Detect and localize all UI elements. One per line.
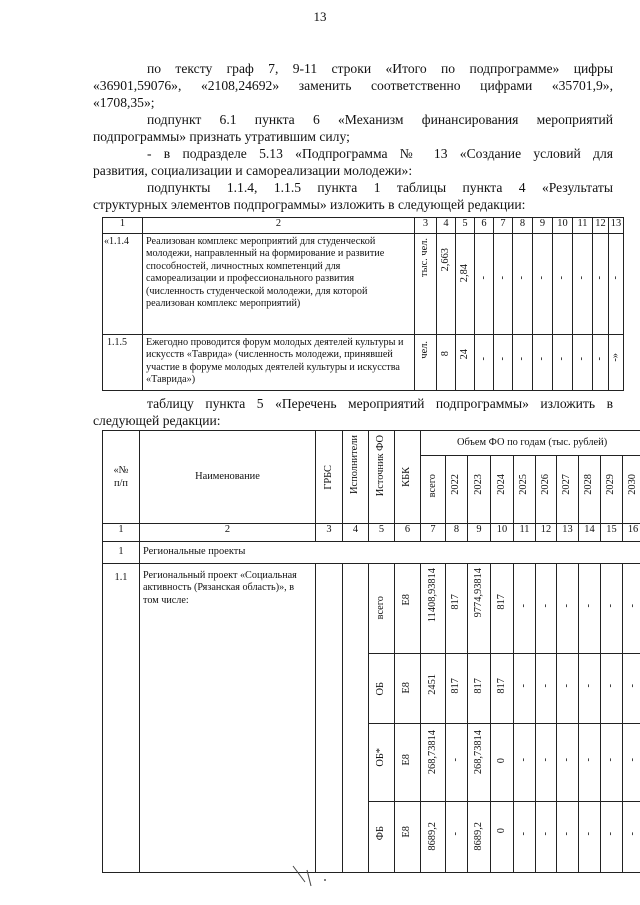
value-cell: 2451 bbox=[426, 674, 438, 695]
paragraph-line: подпрограммы» признать утратившим силу; bbox=[93, 129, 350, 144]
row-text: Региональные проекты bbox=[140, 542, 640, 564]
row-number: 1.1 bbox=[103, 564, 140, 873]
value-cell: - bbox=[594, 276, 606, 280]
value-cell: - bbox=[496, 276, 508, 280]
kbk-cell: Е8 bbox=[401, 826, 413, 838]
col-header: 4 bbox=[437, 218, 456, 234]
table-row bbox=[103, 564, 640, 654]
value-cell: - bbox=[605, 604, 617, 608]
col-number: 2 bbox=[140, 524, 316, 542]
row-number: «1.1.4 bbox=[103, 234, 143, 335]
value-cell: - bbox=[450, 758, 462, 762]
header-name: Наименование bbox=[140, 431, 316, 524]
col-number: 3 bbox=[316, 524, 343, 542]
col-header: 10 bbox=[553, 218, 573, 234]
col-number: 4 bbox=[343, 524, 369, 542]
value-cell: - bbox=[583, 604, 595, 608]
value-cell: 268,73814 bbox=[472, 730, 484, 775]
header-kbk: КБК bbox=[401, 467, 413, 487]
value-cell: - bbox=[518, 832, 530, 836]
value-cell: - bbox=[539, 604, 551, 608]
table-row bbox=[103, 542, 640, 564]
value-cell: - bbox=[576, 276, 588, 280]
value-cell: - bbox=[539, 832, 551, 836]
value-cell: - bbox=[605, 758, 617, 762]
year-header: 2028 bbox=[583, 474, 595, 495]
col-header: 11 bbox=[573, 218, 593, 234]
row-text: Региональный проект «Социальная активность (Рязанская область)», в том числе: bbox=[140, 564, 316, 873]
value-cell: 8 bbox=[439, 351, 451, 357]
value-cell: - bbox=[556, 276, 568, 280]
value-cell: - bbox=[496, 357, 508, 361]
value-cell: - bbox=[518, 758, 530, 762]
paragraph-line: таблицу пункта 5 «Перечень мероприятий подпрограммы» изложить в bbox=[147, 396, 613, 411]
value-cell: - bbox=[626, 832, 638, 836]
paragraph-line: по тексту граф 7, 9-11 строки «Итого по подпрограмме» цифры bbox=[147, 61, 613, 76]
header-source: Источник ФО bbox=[375, 435, 387, 497]
year-header: 2025 bbox=[518, 474, 530, 495]
value-cell: 0 bbox=[495, 828, 507, 834]
row-text: Ежегодно проводится форум молодых деятелей культуры и искусств «Таврида» (численность молодежи, принявшей участие в форуме молодых деятелей культуры и искусства «Таврида») bbox=[143, 335, 415, 391]
table-row bbox=[103, 335, 624, 391]
year-header: 2026 bbox=[539, 474, 551, 495]
col-number: 10 bbox=[491, 524, 514, 542]
col-number: 5 bbox=[369, 524, 395, 542]
col-header: 13 bbox=[609, 218, 624, 234]
unit-label: тыс. чел. bbox=[419, 238, 431, 277]
value-cell: - bbox=[626, 684, 638, 688]
value-cell: - bbox=[583, 684, 595, 688]
col-header: 5 bbox=[456, 218, 475, 234]
header-number: «№ п/п bbox=[113, 465, 129, 489]
value-cell: 2,84 bbox=[458, 264, 470, 283]
value-cell: 8689,2 bbox=[472, 822, 484, 851]
header-grbs: ГРБС bbox=[322, 464, 334, 490]
year-header: всего bbox=[426, 474, 438, 498]
value-cell: - bbox=[626, 604, 638, 608]
col-number: 7 bbox=[421, 524, 446, 542]
row-number: 1 bbox=[103, 542, 140, 564]
table-row bbox=[103, 234, 624, 335]
paragraph-line: структурных элементов подпрограммы» изложить в следующей редакции: bbox=[93, 197, 526, 212]
value-cell: - bbox=[561, 604, 573, 608]
measures-table bbox=[102, 430, 640, 873]
source-cell: ОБ* bbox=[375, 748, 387, 767]
row-text: Реализован комплекс мероприятий для студенческой молодежи, направленный на формирование и развитие способностей, личностных компетенций для самореализации и профессионального развития (численность студенческой молодежи, для которой реализован комплекс мероприятий) bbox=[143, 234, 415, 335]
col-header: 9 bbox=[533, 218, 553, 234]
col-number: 1 bbox=[103, 524, 140, 542]
col-number: 14 bbox=[579, 524, 601, 542]
col-header: 12 bbox=[593, 218, 609, 234]
col-number: 8 bbox=[446, 524, 468, 542]
value-cell: - bbox=[583, 832, 595, 836]
value-cell: 8689,2 bbox=[426, 822, 438, 851]
value-cell: - bbox=[518, 684, 530, 688]
value-cell: 9774,93814 bbox=[472, 568, 484, 618]
value-cell: - bbox=[477, 276, 489, 280]
value-cell: - bbox=[450, 832, 462, 836]
row-number: 1.1.5 bbox=[103, 335, 143, 391]
header-executors: Исполнители bbox=[349, 435, 361, 494]
value-cell: 24 bbox=[458, 349, 470, 360]
col-header: 7 bbox=[494, 218, 513, 234]
col-header: 8 bbox=[513, 218, 533, 234]
value-cell: 2,663 bbox=[439, 248, 451, 272]
col-number: 12 bbox=[536, 524, 557, 542]
results-table bbox=[102, 217, 624, 391]
value-cell: - bbox=[556, 357, 568, 361]
col-header: 3 bbox=[415, 218, 437, 234]
value-cell: 817 bbox=[472, 678, 484, 694]
col-header: 6 bbox=[475, 218, 494, 234]
col-number: 6 bbox=[395, 524, 421, 542]
col-header: 2 bbox=[143, 218, 415, 234]
value-cell: 817 bbox=[495, 594, 507, 610]
value-cell: - bbox=[561, 684, 573, 688]
source-cell: ОБ bbox=[375, 682, 387, 696]
paragraph-line: развития, социализации и самореализации молодежи»: bbox=[93, 163, 413, 178]
paragraph-line: подпункт 6.1 пункта 6 «Механизм финансирования мероприятий bbox=[147, 112, 613, 127]
value-cell: 0 bbox=[495, 758, 507, 764]
kbk-cell: Е8 bbox=[401, 754, 413, 766]
value-cell: -» bbox=[609, 353, 621, 362]
value-cell: - bbox=[518, 604, 530, 608]
year-header: 2027 bbox=[561, 474, 573, 495]
year-header: 2029 bbox=[605, 474, 617, 495]
paragraph-line: следующей редакции: bbox=[93, 413, 221, 428]
source-cell: ФБ bbox=[375, 826, 387, 841]
value-cell: - bbox=[605, 684, 617, 688]
value-cell: - bbox=[561, 758, 573, 762]
col-number: 11 bbox=[514, 524, 536, 542]
value-cell: - bbox=[561, 832, 573, 836]
value-cell: 268,73814 bbox=[426, 730, 438, 775]
col-header: 1 bbox=[103, 218, 143, 234]
unit-label: чел. bbox=[419, 341, 431, 359]
paragraph-line: - в подразделе 5.13 «Подпрограмма № 13 «Создание условий для bbox=[147, 146, 613, 161]
value-cell: 817 bbox=[450, 678, 462, 694]
value-cell: - bbox=[539, 684, 551, 688]
value-cell: - bbox=[536, 276, 548, 280]
col-number: 16 bbox=[623, 524, 640, 542]
header-group: Объем ФО по годам (тыс. рублей) bbox=[421, 431, 640, 456]
year-header: 2023 bbox=[472, 474, 484, 495]
kbk-cell: Е8 bbox=[401, 594, 413, 606]
value-cell: - bbox=[605, 832, 617, 836]
value-cell: - bbox=[477, 357, 489, 361]
source-cell: всего bbox=[375, 596, 387, 620]
year-header: 2024 bbox=[495, 474, 507, 495]
year-header: 2022 bbox=[450, 474, 462, 495]
value-cell: 817 bbox=[450, 594, 462, 610]
paragraph-line: «36901,59076», «2108,24692» заменить соответственно цифрами «35701,9», bbox=[93, 78, 613, 93]
col-number: 15 bbox=[601, 524, 623, 542]
value-cell: - bbox=[626, 758, 638, 762]
value-cell: - bbox=[583, 758, 595, 762]
value-cell: - bbox=[539, 758, 551, 762]
kbk-cell: Е8 bbox=[401, 682, 413, 694]
value-cell: - bbox=[609, 276, 621, 280]
year-header: 2030 bbox=[626, 474, 638, 495]
value-cell: 817 bbox=[495, 678, 507, 694]
value-cell: - bbox=[576, 357, 588, 361]
col-number: 9 bbox=[468, 524, 491, 542]
paragraph-line: «1708,35»; bbox=[93, 95, 155, 110]
value-cell: - bbox=[516, 276, 528, 280]
col-number: 13 bbox=[557, 524, 579, 542]
page-number: 13 bbox=[313, 9, 327, 24]
value-cell: - bbox=[536, 357, 548, 361]
paragraph-line: подпункты 1.1.4, 1.1.5 пункта 1 таблицы пункта 4 «Результаты bbox=[147, 180, 613, 195]
scan-mark bbox=[285, 860, 345, 890]
column-number-row bbox=[103, 524, 640, 542]
value-cell: - bbox=[516, 357, 528, 361]
value-cell: 11408,93814 bbox=[426, 568, 438, 623]
value-cell: - bbox=[594, 357, 606, 361]
